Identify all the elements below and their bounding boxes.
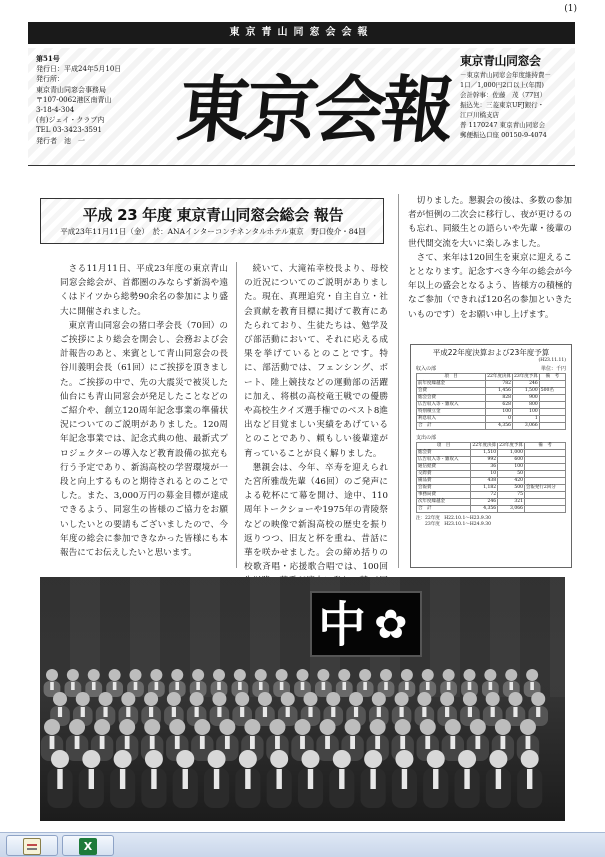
person-silhouette (64, 669, 81, 697)
table-cell: 10 (471, 471, 498, 478)
person-silhouette (517, 750, 542, 808)
publication-info-line: 3-18-4-304 (36, 106, 75, 115)
table-cell: 合 計 (417, 423, 486, 430)
table-cell: 総会会費 (417, 395, 486, 402)
table-header-row (417, 374, 566, 381)
table-cell: 項 目 (417, 374, 486, 381)
article-paragraph: 懇親会は、今年、卒寿を迎えられた宮所雅哉先輩（46回）のご発声による乾杯にて幕を開け、途中、110周年トークショーや1975年の青陵祭などの映像で新潟高校の歴史を振り返りつつ、旧友と杯を重ね、昔話に華を咲かせました。会の締め括りの校歌斉唱・応援歌合唱では、100回 (244, 462, 388, 573)
person-silhouette (267, 750, 292, 808)
membership-info-line: 郵便振込口座 00150-9-4074 (460, 131, 547, 139)
table-cell: 75 (498, 492, 525, 499)
article-column-2 (244, 262, 388, 617)
article-headline-box (40, 198, 384, 244)
column-divider (398, 194, 399, 568)
table-cell (524, 478, 565, 485)
publication-info (36, 54, 146, 146)
table-cell: 246 (471, 499, 498, 506)
table-header-row (417, 443, 566, 450)
table-cell: 3,066 (498, 506, 525, 513)
table-row (417, 450, 566, 457)
table-cell (524, 457, 565, 464)
publication-info-line: TEL 03-3423-3591 (36, 126, 102, 135)
table-cell: 3,066 (512, 423, 539, 430)
table-cell: 1,000 (498, 450, 525, 457)
table-cell: 備 考 (539, 374, 565, 381)
budget-note-line: 注：22年度 H22.10.1〜H23.9.30 (416, 516, 491, 521)
person-silhouette (315, 669, 332, 697)
article-subtitle: 平成23年11月11日（金） 於：ANAインターコンチネンタルホテル東京 野口俊介・84回 (60, 227, 366, 236)
membership-info-line: 振込先：三菱東京UFJ銀行・ (460, 101, 545, 109)
organization-name: 東京青山同窓会 (460, 54, 541, 68)
table-row (417, 381, 566, 388)
table-cell: 備品費 (417, 478, 471, 485)
table-cell (524, 450, 565, 457)
table-cell: 通信経費 (417, 464, 471, 471)
membership-info-line: 江戸川橋支店 (460, 111, 499, 119)
table-row (417, 485, 566, 492)
person-silhouette (235, 750, 260, 808)
table-row (417, 402, 566, 409)
publication-info-line: 東京青山同窓会事務局 (36, 85, 106, 94)
column-divider (236, 262, 237, 568)
excel-icon: X (79, 838, 97, 855)
person-silhouette (141, 750, 166, 808)
table-cell: 交際費 (417, 471, 471, 478)
table-cell (524, 492, 565, 499)
table-row (417, 478, 566, 485)
table-cell: 前年度繰越金 (417, 381, 486, 388)
person-silhouette (47, 750, 72, 808)
budget-note-line: 23年度 H23.10.1〜H24.9.30 (416, 522, 491, 527)
membership-info-line: 普 1170247 東京青山同窓会 (460, 121, 546, 129)
budget-notes (416, 516, 566, 528)
table-cell: 438 (471, 478, 498, 485)
table-cell: 23年度予算 (499, 443, 523, 448)
taskbar-excel-button[interactable] (62, 835, 114, 856)
table-cell: 246 (512, 381, 539, 388)
table-cell: 総会費 (417, 450, 471, 457)
table-cell (524, 506, 565, 513)
budget-date-note: (H23.11.11) (538, 358, 566, 363)
person-silhouette (298, 750, 323, 808)
table-cell: 特別積立金 (417, 409, 486, 416)
table-cell: 利息収入 (417, 416, 486, 423)
table-row (417, 457, 566, 464)
article-paragraph: 東京青山同窓会の猪口孝会長（70回）のご挨拶により総会を開会し、会務および会計報告のあと、来賓として青山同窓会の長谷川義明会長（61回）にご挨拶を頂きました。ご挨拶の中で、先の大震災で被災した仙台にも青山同窓会が発足したことなどのご紹介や、創立120周年記念事業の準備状況についてのご説明がありました。120周年記念事業では、記念式典の他、最新式プロジェクターの導入など教育設備の拡充も行う予定であり、新潟高校の学習環境が一段と向上するものと期待されるとのことでした。また、3,000万円の募金目標が達成できるよう、同窓生の皆様のご協力をお願いしたいとの要請もございましたので、今年度の総会に参加できなかった皆様にも本報告にてお伝えしたいと思います。 (60, 320, 228, 559)
table-cell: 4,356 (486, 423, 513, 430)
person-silhouette (255, 692, 275, 726)
table-row (417, 416, 566, 423)
table-row (417, 409, 566, 416)
table-cell (524, 499, 565, 506)
table-cell: 800 (512, 402, 539, 409)
table-cell: 50 (498, 471, 525, 478)
expense-section-label: 支出の部 (416, 435, 437, 441)
table-cell: 628 (486, 402, 513, 409)
table-row (417, 499, 566, 506)
table-cell: 23年度予算 (513, 374, 538, 379)
person-silhouette (79, 750, 104, 808)
table-row (417, 471, 566, 478)
person-silhouette (110, 750, 135, 808)
masthead (28, 48, 575, 166)
table-cell: 合 計 (417, 506, 471, 513)
person-silhouette (423, 750, 448, 808)
table-cell: 広告収入等・雑収入 (417, 402, 486, 409)
table-cell: 828 (486, 395, 513, 402)
table-cell: 事務局費 (417, 492, 471, 499)
table-cell (539, 416, 565, 423)
article-column-3 (408, 194, 572, 322)
table-cell: 321 (498, 499, 525, 506)
table-row (417, 492, 566, 499)
article-title: 平成 23 年度 東京青山同窓会総会 報告 (82, 206, 344, 224)
table-cell: 420 (498, 478, 525, 485)
person-silhouette (173, 750, 198, 808)
article-column-1 (60, 262, 228, 560)
table-row (417, 506, 566, 513)
table-cell: 100 (498, 464, 525, 471)
table-cell (524, 464, 565, 471)
person-silhouette (454, 750, 479, 808)
newsletter-logo: 東京会報 (173, 68, 455, 152)
table-cell: 22年度決算 (487, 374, 511, 379)
table-row (417, 464, 566, 471)
table-cell: 500名 (539, 388, 565, 395)
table-cell: 900 (512, 395, 539, 402)
word-document-icon (23, 838, 41, 855)
table-cell: 1,182 (471, 485, 498, 492)
publication-info-line: (有)ジェイ・クラブ内 (36, 116, 105, 125)
person-silhouette (336, 669, 353, 697)
membership-info-line: 1口／1,000円2口以上(年間) (460, 81, 544, 89)
taskbar-word-button[interactable] (6, 835, 58, 856)
crowd-figures (40, 577, 565, 821)
publication-info-line: 発行日：平成24年5月10日 (36, 65, 122, 74)
taskbar (0, 832, 605, 857)
newsletter-banner: 東京青山同窓会会報 (28, 22, 575, 44)
table-cell (539, 381, 565, 388)
article-paragraph: さる11月11日、平成23年度の東京青山同窓会総会が、首都圏のみならず新潟や遠くはドイツから総勢90余名の参加により盛大に開催されました。 (60, 264, 228, 317)
person-silhouette (85, 669, 102, 697)
person-silhouette (392, 750, 417, 808)
publication-info-line: 発行所： (36, 75, 64, 84)
table-cell: 72 (471, 492, 498, 499)
table-cell: 広告収入等・雑収入 (417, 457, 471, 464)
income-section-label: 収入の部 単位：千円 (416, 366, 566, 372)
table-cell: 1,510 (471, 450, 498, 457)
table-cell: 1,500 (512, 388, 539, 395)
budget-title: 平成22年度決算および23年度予算 (432, 348, 550, 357)
group-photo (40, 577, 565, 821)
publication-info-line: 〒107-0062港区南青山 (36, 95, 112, 104)
table-cell: 782 (486, 381, 513, 388)
membership-info-line: －東京青山同窓会年度維持費－ (460, 71, 551, 79)
article-paragraph: 切りました。懇親会の後は、多数の参加者が恒例の二次会に移行し、夜が更けるのも忘れ、同級生との語らいや先輩・後輩の世代間交流を大いに楽しみました。 (408, 196, 572, 249)
article-paragraph: さて、来年は120回生を東京に迎えることとなります。記念すべき今年の総会が今年以上の盛会となるよう、皆様方の積極的なご参加（できれば120名の参加といきたいものです）をお願い申し上げます。 (408, 252, 572, 320)
table-row (417, 388, 566, 395)
article-paragraph: 続いて、大滝祐幸校長より、母校の近況についてのご説明がありました。現在、真理追究・自主自立・社会貢献を教育目標に掲げて教育にあたられており、生徒たちは、勉学及び部活動において、それに応える成果を挙げているとのことです。特に、部活動では、フェンシング、ボート、陸上競技などの運動部の活躍に加え、将棋の高校竜王戦での優勝や高校生クイズ選手権でのベスト8進出など目覚ましい実績をあげているとのことであり、頼もしい後輩達が育っていることが良く解りました。 (244, 264, 388, 459)
table-cell: 次年度繰越金 (417, 499, 471, 506)
table-row (417, 423, 566, 430)
table-cell: 項 目 (417, 443, 471, 450)
publication-info-line: 発行者 池 一 (36, 136, 85, 145)
publication-info-line: 第51号 (36, 54, 60, 63)
table-cell: 100 (486, 409, 513, 416)
person-silhouette (506, 692, 526, 726)
table-cell: 備 考 (524, 443, 565, 450)
table-cell (539, 409, 565, 416)
table-cell: 会報発行2回分 (524, 485, 565, 492)
person-silhouette (204, 750, 229, 808)
table-cell: 0 (486, 416, 513, 423)
table-cell: 4,356 (471, 506, 498, 513)
expense-table (416, 442, 566, 513)
table-cell (524, 471, 565, 478)
table-cell: 1 (512, 416, 539, 423)
budget-table-box (410, 344, 572, 568)
table-cell: 22年度決算 (472, 443, 497, 448)
page-number: (1) (564, 4, 577, 14)
table-cell: 100 (512, 409, 539, 416)
table-cell: 600 (498, 457, 525, 464)
table-cell: 500 (498, 485, 525, 492)
table-row (417, 395, 566, 402)
membership-info (460, 56, 572, 140)
person-silhouette (329, 750, 354, 808)
table-cell: 会報費 (417, 485, 471, 492)
person-silhouette (486, 750, 511, 808)
table-cell: 1,456 (486, 388, 513, 395)
emblem-character: 中 (318, 597, 367, 653)
person-silhouette (361, 750, 386, 808)
income-table (416, 373, 566, 430)
membership-info-line: 会計幹事：佐藤 茂（77回） (460, 91, 547, 99)
table-cell: 992 (471, 457, 498, 464)
table-cell: 36 (471, 464, 498, 471)
table-cell: 会費 (417, 388, 486, 395)
table-cell (539, 423, 565, 430)
table-cell (539, 395, 565, 402)
emblem-flower-icon: ✿ (374, 602, 408, 648)
table-cell (539, 402, 565, 409)
